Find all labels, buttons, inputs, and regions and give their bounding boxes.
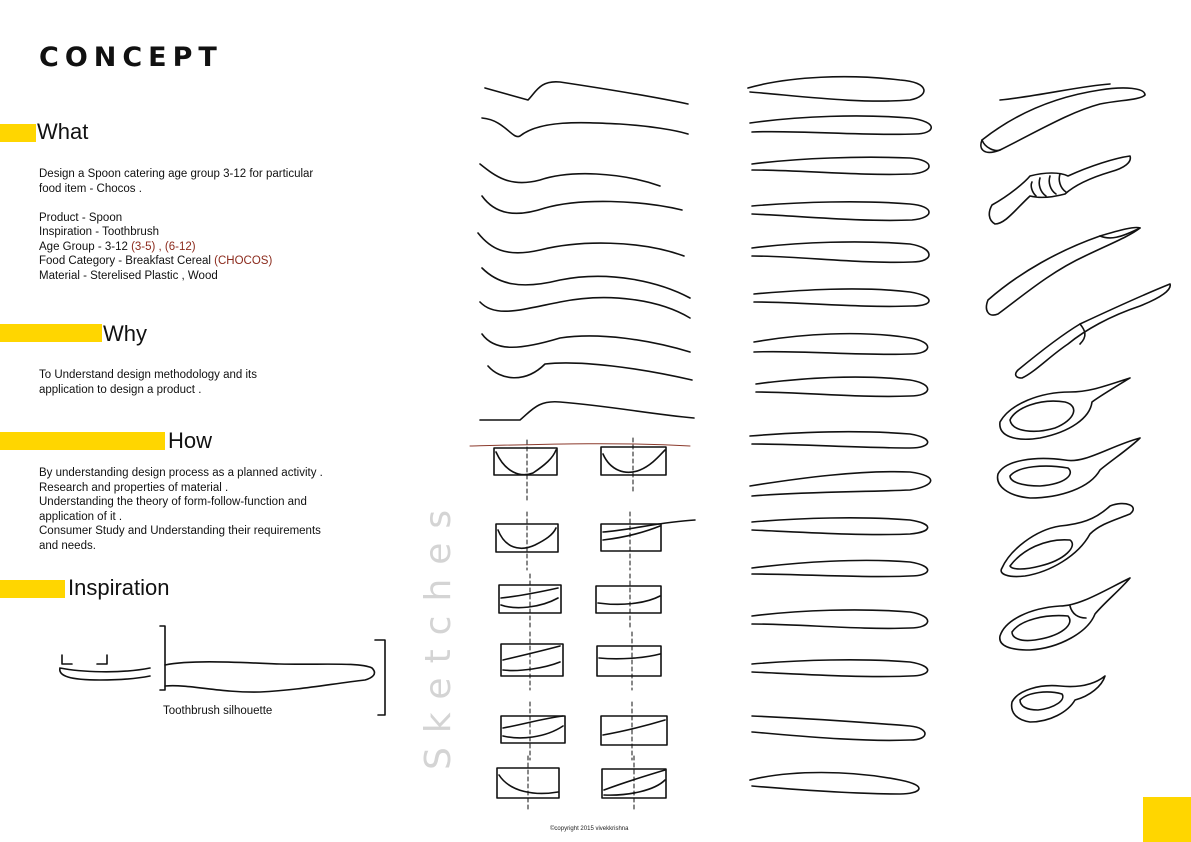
- food-highlight: (CHOCOS): [214, 255, 273, 267]
- how-line: and needs.: [39, 539, 96, 552]
- copyright-icon: ©: [550, 826, 555, 832]
- what-material: Material - Sterelised Plastic , Wood: [39, 269, 218, 282]
- what-desc-line: Design a Spoon catering age group 3-12 for particular: [39, 168, 314, 180]
- age-highlight: (3-5) , (6-12): [131, 240, 196, 253]
- how-line: Understanding the theory of form-follow-function and: [39, 496, 307, 508]
- food-label: Food Category - Breakfast Cereal: [39, 255, 215, 267]
- why-heading: Why: [103, 321, 147, 346]
- sketches-label: Sketches: [418, 495, 459, 770]
- what-desc-line: food item - Chocos .: [39, 182, 142, 195]
- page-title: CONCEPT: [39, 42, 223, 73]
- how-line: Research and properties of material .: [39, 481, 229, 494]
- why-line: To Understand design methodology and its: [39, 369, 258, 381]
- inspiration-heading: Inspiration: [68, 575, 170, 600]
- how-line: Consumer Study and Understanding their requirements: [39, 525, 321, 537]
- cross-section-sketches: [470, 438, 695, 812]
- how-line: By understanding design process as a planned activity .: [39, 467, 323, 479]
- how-heading: How: [168, 428, 213, 453]
- how-line: application of it .: [39, 510, 123, 523]
- toothbrush-sketch: [60, 626, 385, 715]
- what-product: Product - Spoon: [39, 211, 123, 224]
- spoon-3d-sketches: [981, 84, 1170, 722]
- why-line: application to design a product .: [39, 383, 202, 396]
- age-label: Age Group - 3-12: [39, 240, 132, 253]
- profile-sketches-column1: [478, 82, 694, 420]
- what-heading: What: [37, 119, 89, 144]
- outline-sketches-column2: [748, 77, 931, 794]
- toothbrush-caption: Toothbrush silhouette: [163, 705, 273, 717]
- copyright-text: ©copyright 2015 vivekkrishna: [550, 826, 629, 832]
- what-inspiration: Inspiration - Toothbrush: [39, 226, 159, 238]
